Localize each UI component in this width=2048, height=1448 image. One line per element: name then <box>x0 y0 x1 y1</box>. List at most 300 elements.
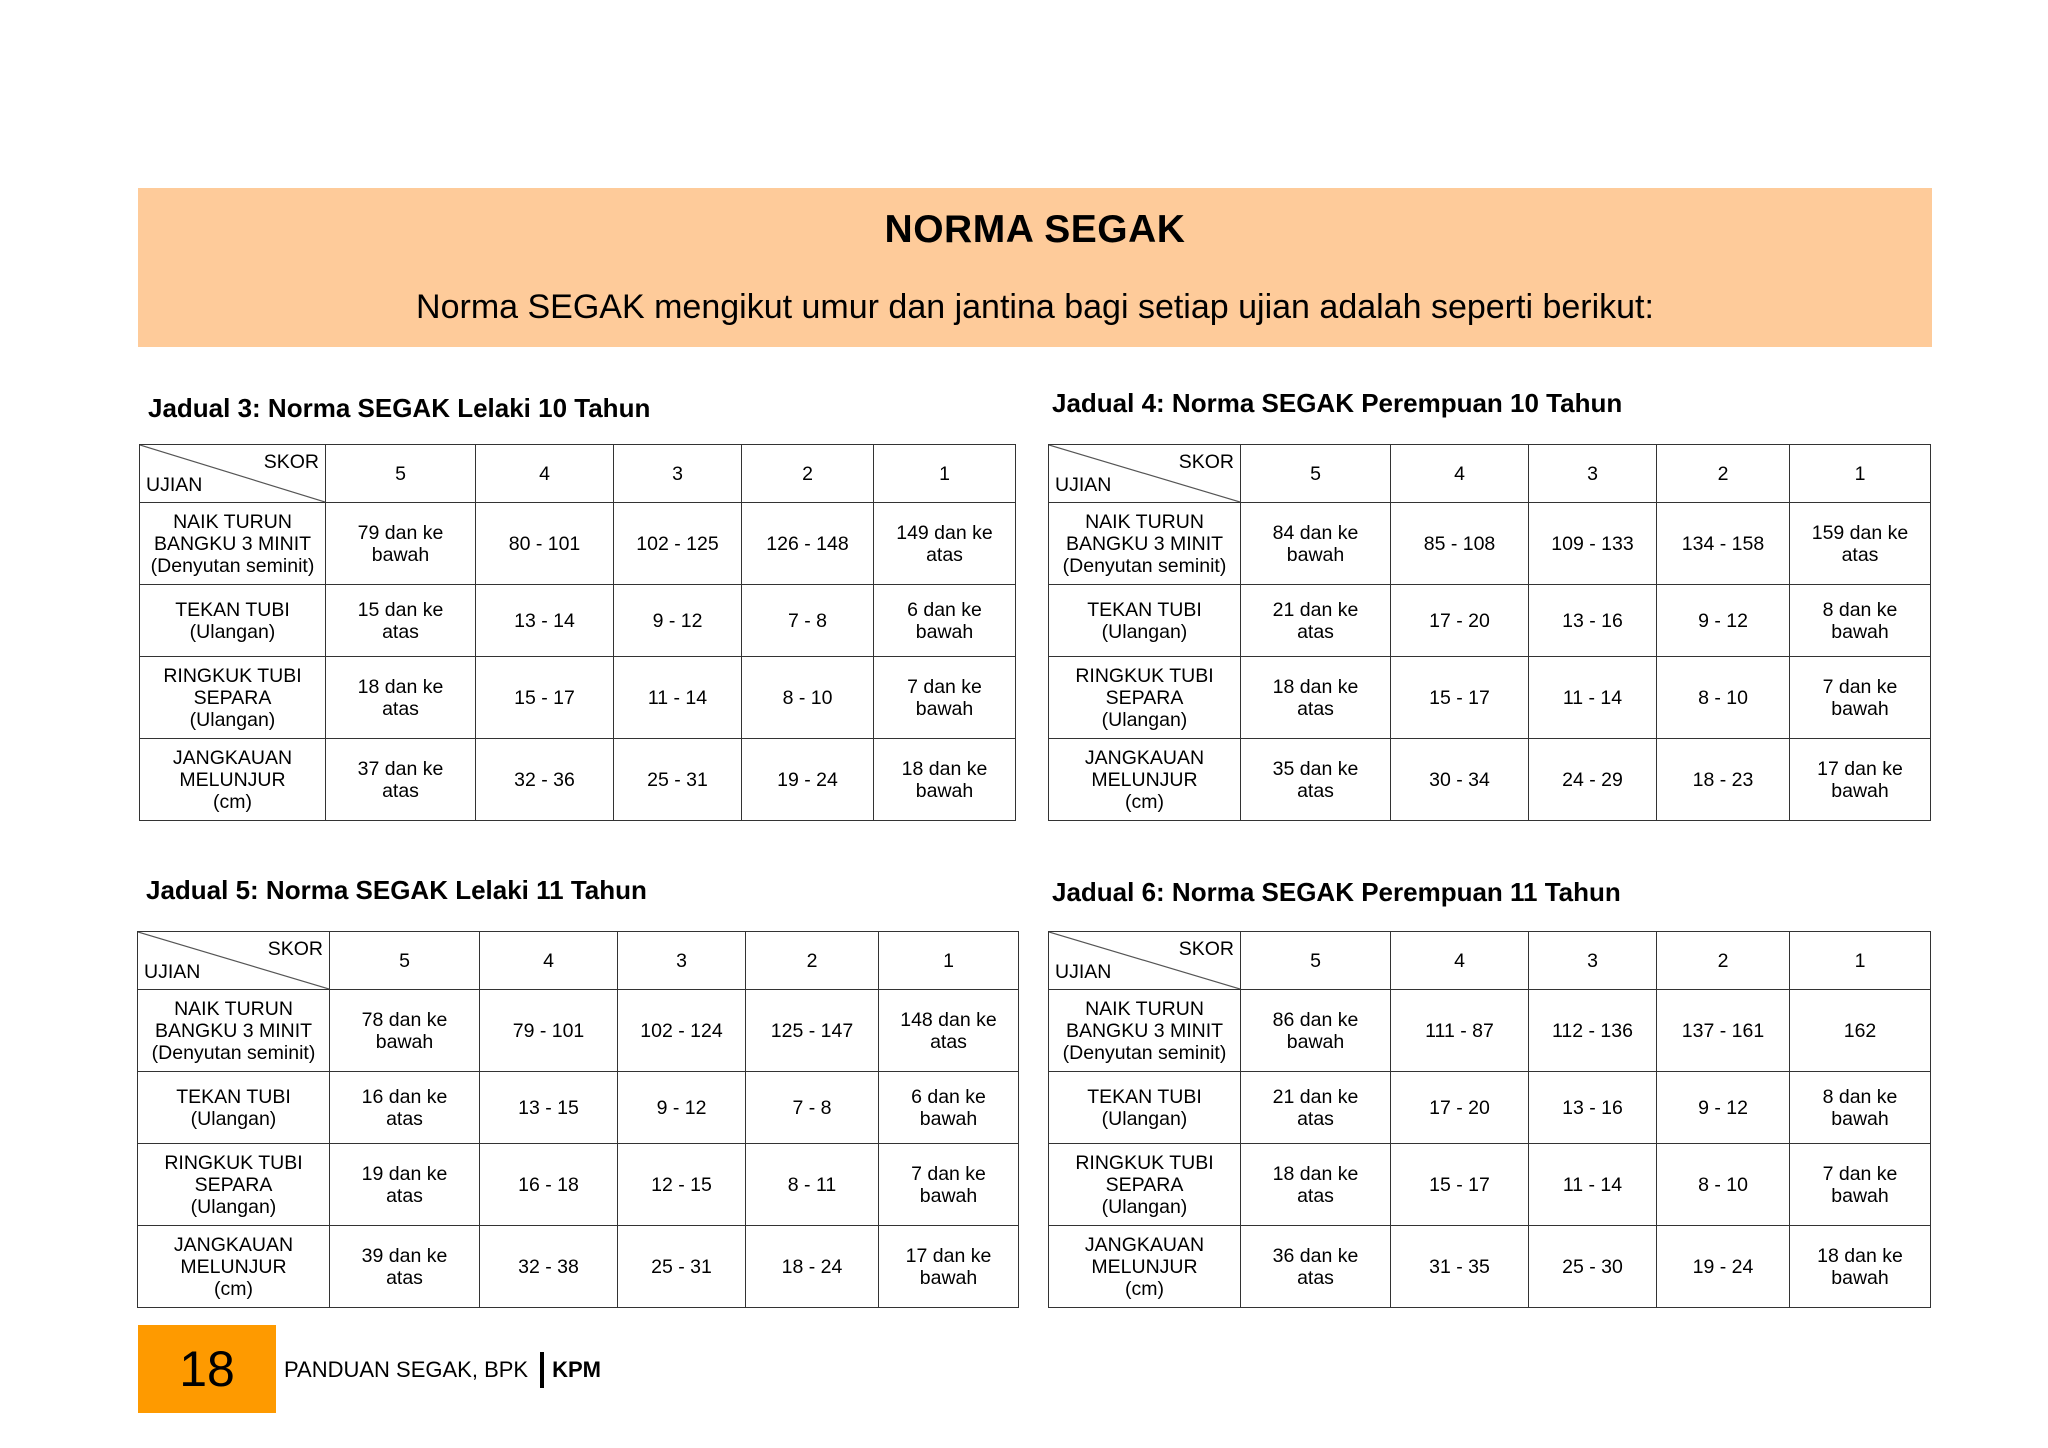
score-range-cell <box>614 739 742 821</box>
score-range-cell <box>874 739 1016 821</box>
score-header: 3 <box>614 445 742 503</box>
corner-label-ujian: UJIAN <box>146 474 203 496</box>
table-row <box>1049 585 1931 657</box>
score-range-cell <box>879 1072 1019 1144</box>
cell-text-line: (Denyutan seminit) <box>151 1041 316 1064</box>
cell-text-line: 6 dan ke <box>911 1085 986 1108</box>
cell-text-line: 6 dan ke <box>907 598 982 621</box>
cell-text-line: 39 dan ke <box>361 1244 448 1267</box>
score-range-cell <box>1391 1072 1529 1144</box>
cell-text-line: 11 - 14 <box>1562 1173 1623 1196</box>
cell-text-line: 78 dan ke <box>361 1008 448 1031</box>
cell-text-line: atas <box>382 779 419 802</box>
score-range-cell <box>618 1144 746 1226</box>
test-name-cell <box>1049 990 1241 1072</box>
score-header: 1 <box>1790 932 1931 990</box>
cell-text-line: atas <box>930 1030 967 1053</box>
cell-text-line: atas <box>1297 1107 1334 1130</box>
page-number: 18 <box>179 1341 235 1397</box>
score-range-cell <box>326 503 476 585</box>
header-row <box>138 932 1019 990</box>
table-row <box>1049 503 1931 585</box>
cell-text-line: 8 - 11 <box>787 1173 837 1196</box>
cell-text-line: atas <box>1297 1266 1334 1289</box>
cell-text-line: bawah <box>1831 697 1889 720</box>
score-header: 5 <box>1241 445 1391 503</box>
cell-text-line: 19 - 24 <box>777 768 838 791</box>
cell-text-line: 36 dan ke <box>1272 1244 1359 1267</box>
cell-text-line: bawah <box>915 620 974 643</box>
score-range-cell <box>1241 1144 1391 1226</box>
cell-text-line: 9 - 12 <box>1698 609 1748 632</box>
table-row <box>1049 990 1931 1072</box>
cell-text-line: bawah <box>1286 1030 1345 1053</box>
test-name-cell <box>138 1072 330 1144</box>
score-range-cell <box>1241 990 1391 1072</box>
cell-text-line: 86 dan ke <box>1272 1008 1359 1031</box>
table-row <box>138 1144 1019 1226</box>
score-header: 2 <box>1657 932 1790 990</box>
test-name-cell <box>140 585 326 657</box>
table-row <box>140 739 1016 821</box>
score-header: 4 <box>1391 932 1529 990</box>
cell-text-line: JANGKAUAN <box>172 746 293 769</box>
cell-text-line: 13 - 16 <box>1562 1096 1623 1119</box>
cell-text-line: 7 dan ke <box>907 675 982 698</box>
score-range-cell <box>1790 657 1931 739</box>
score-range-cell <box>1391 503 1529 585</box>
score-range-cell <box>1790 990 1931 1072</box>
score-range-cell <box>1391 585 1529 657</box>
score-range-cell <box>1529 1226 1657 1308</box>
score-range-cell <box>1391 739 1529 821</box>
cell-text-line: MELUNJUR <box>179 768 286 791</box>
header-banner <box>138 188 1932 347</box>
score-range-cell <box>1657 585 1790 657</box>
score-range-cell <box>480 1144 618 1226</box>
score-range-cell <box>1391 1144 1529 1226</box>
cell-text-line: (cm) <box>214 1277 253 1300</box>
cell-text-line: (Ulangan) <box>190 1107 277 1130</box>
cell-text-line: RINGKUK TUBI <box>164 1151 303 1174</box>
test-name-cell <box>1049 739 1241 821</box>
score-range-cell <box>1657 990 1790 1072</box>
cell-text-line: SEPARA <box>193 686 272 709</box>
score-range-cell <box>1657 657 1790 739</box>
cell-text-line: 126 - 148 <box>766 532 849 555</box>
score-range-cell <box>746 990 879 1072</box>
corner-label-skor: SKOR <box>1178 938 1234 960</box>
cell-text-line: RINGKUK TUBI <box>1075 1151 1214 1174</box>
cell-text-line: NAIK TURUN <box>1085 997 1204 1020</box>
score-range-cell <box>879 990 1019 1072</box>
cell-text-line: BANGKU 3 MINIT <box>1065 532 1224 555</box>
test-name-cell <box>140 657 326 739</box>
score-range-cell <box>874 657 1016 739</box>
score-range-cell <box>1790 503 1931 585</box>
score-range-cell <box>1241 739 1391 821</box>
score-range-cell <box>330 1072 480 1144</box>
cell-text-line: (Denyutan seminit) <box>1062 554 1227 577</box>
table-norma-lelaki-11 <box>137 931 1019 1308</box>
cell-text-line: bawah <box>1831 779 1889 802</box>
cell-text-line: bawah <box>1831 620 1889 643</box>
test-name-cell <box>1049 1072 1241 1144</box>
score-range-cell <box>1790 585 1931 657</box>
score-range-cell <box>1241 503 1391 585</box>
cell-text-line: 18 - 23 <box>1692 768 1754 791</box>
cell-text-line: bawah <box>915 779 974 802</box>
score-range-cell <box>1529 990 1657 1072</box>
cell-text-line: 18 dan ke <box>1272 1162 1359 1185</box>
score-range-cell <box>879 1226 1019 1308</box>
cell-text-line: NAIK TURUN <box>1085 510 1204 533</box>
score-range-cell <box>746 1072 879 1144</box>
cell-text-line: 17 - 20 <box>1429 609 1490 632</box>
cell-text-line: 8 - 10 <box>1698 686 1748 709</box>
score-range-cell <box>1529 585 1657 657</box>
cell-text-line: bawah <box>919 1184 978 1207</box>
cell-text-line: 31 - 35 <box>1429 1255 1490 1278</box>
page-title: NORMA SEGAK <box>884 208 1186 251</box>
cell-text-line: 21 dan ke <box>1272 1085 1359 1108</box>
table-5-caption: Jadual 5: Norma SEGAK Lelaki 11 Tahun <box>146 875 647 905</box>
cell-text-line: 25 - 30 <box>1562 1255 1623 1278</box>
cell-text-line: 15 dan ke <box>357 598 444 621</box>
cell-text-line: (Denyutan seminit) <box>150 554 315 577</box>
corner-label-skor: SKOR <box>1178 451 1234 473</box>
cell-text-line: (Ulangan) <box>1101 1195 1188 1218</box>
table-norma-perempuan-11 <box>1048 931 1931 1308</box>
score-header: 4 <box>476 445 614 503</box>
cell-text-line: 80 - 101 <box>508 532 581 555</box>
test-name-cell <box>1049 585 1241 657</box>
cell-text-line: (Ulangan) <box>1101 1107 1188 1130</box>
cell-text-line: MELUNJUR <box>1091 768 1198 791</box>
score-range-cell <box>614 585 742 657</box>
score-range-cell <box>1790 1144 1931 1226</box>
score-range-cell <box>1790 739 1931 821</box>
cell-text-line: (Ulangan) <box>1101 708 1188 731</box>
score-header: 5 <box>326 445 476 503</box>
cell-text-line: NAIK TURUN <box>173 510 292 533</box>
score-range-cell <box>618 1072 746 1144</box>
score-range-cell <box>614 657 742 739</box>
table-row <box>138 990 1019 1072</box>
score-range-cell <box>1790 1226 1931 1308</box>
table-row <box>138 1072 1019 1144</box>
footer-divider <box>540 1352 544 1388</box>
score-range-cell <box>1529 657 1657 739</box>
score-header: 1 <box>1790 445 1931 503</box>
cell-text-line: 9 - 12 <box>652 609 703 632</box>
score-range-cell <box>1657 503 1790 585</box>
score-range-cell <box>476 657 614 739</box>
score-range-cell <box>879 1144 1019 1226</box>
cell-text-line: atas <box>1297 1184 1334 1207</box>
cell-text-line: bawah <box>375 1030 434 1053</box>
score-range-cell <box>746 1226 879 1308</box>
cell-text-line: 16 dan ke <box>361 1085 448 1108</box>
score-range-cell <box>1391 1226 1529 1308</box>
cell-text-line: 13 - 16 <box>1562 609 1623 632</box>
score-range-cell <box>1657 1072 1790 1144</box>
cell-text-line: 137 - 161 <box>1681 1019 1765 1042</box>
footer-org: KPM <box>552 1357 601 1382</box>
cell-text-line: 35 dan ke <box>1272 757 1359 780</box>
page-number-badge <box>138 1325 276 1413</box>
cell-text-line: 32 - 36 <box>514 768 575 791</box>
test-name-cell <box>140 503 326 585</box>
cell-text-line: 32 - 38 <box>518 1255 579 1278</box>
table-row <box>138 1226 1019 1308</box>
table-row <box>140 585 1016 657</box>
corner-header <box>140 445 326 503</box>
cell-text-line: 17 - 20 <box>1429 1096 1490 1119</box>
cell-text-line: (Ulangan) <box>189 620 276 643</box>
score-header: 1 <box>874 445 1016 503</box>
cell-text-line: atas <box>386 1266 423 1289</box>
score-range-cell <box>330 1144 480 1226</box>
cell-text-line: TEKAN TUBI <box>1087 1085 1202 1108</box>
table-row <box>1049 1144 1931 1226</box>
cell-text-line: atas <box>382 620 419 643</box>
score-range-cell <box>618 990 746 1072</box>
cell-text-line: atas <box>382 697 419 720</box>
cell-text-line: BANGKU 3 MINIT <box>154 1019 313 1042</box>
score-range-cell <box>1657 1144 1790 1226</box>
test-name-cell <box>1049 1144 1241 1226</box>
cell-text-line: 109 - 133 <box>1551 532 1634 555</box>
score-range-cell <box>1529 1072 1657 1144</box>
table-row <box>1049 739 1931 821</box>
cell-text-line: 17 dan ke <box>1817 757 1903 780</box>
score-range-cell <box>746 1144 879 1226</box>
corner-header <box>1049 445 1241 503</box>
cell-text-line: bawah <box>1831 1107 1889 1130</box>
score-range-cell <box>1529 1144 1657 1226</box>
cell-text-line: TEKAN TUBI <box>175 598 290 621</box>
score-range-cell <box>480 990 618 1072</box>
corner-label-ujian: UJIAN <box>144 961 201 983</box>
page-subtitle: Norma SEGAK mengikut umur dan jantina bagi setiap ujian adalah seperti berikut: <box>416 288 1654 326</box>
corner-header <box>1049 932 1241 990</box>
header-row <box>1049 445 1931 503</box>
test-name-cell <box>138 1144 330 1226</box>
score-range-cell <box>742 503 874 585</box>
header-row <box>1049 932 1931 990</box>
cell-text-line: 8 dan ke <box>1822 1085 1898 1108</box>
cell-text-line: 7 dan ke <box>1822 675 1898 698</box>
cell-text-line: bawah <box>371 543 430 566</box>
cell-text-line: 19 dan ke <box>361 1162 448 1185</box>
cell-text-line: bawah <box>915 697 974 720</box>
cell-text-line: 8 dan ke <box>1822 598 1898 621</box>
cell-text-line: RINGKUK TUBI <box>1075 664 1214 687</box>
cell-text-line: 8 - 10 <box>782 686 833 709</box>
cell-text-line: 15 - 17 <box>1429 1173 1490 1196</box>
score-header: 5 <box>330 932 480 990</box>
cell-text-line: SEPARA <box>1105 1173 1184 1196</box>
cell-text-line: 11 - 14 <box>647 686 708 709</box>
score-range-cell <box>476 503 614 585</box>
cell-text-line: 111 - 87 <box>1425 1019 1494 1042</box>
cell-text-line: 7 - 8 <box>792 1096 832 1119</box>
cell-text-line: 15 - 17 <box>1429 686 1490 709</box>
score-range-cell <box>742 739 874 821</box>
table-row <box>1049 1226 1931 1308</box>
cell-text-line: MELUNJUR <box>1091 1255 1198 1278</box>
score-range-cell <box>742 585 874 657</box>
score-header: 3 <box>1529 932 1657 990</box>
page-footer <box>284 1352 601 1388</box>
cell-text-line: 30 - 34 <box>1429 768 1490 791</box>
cell-text-line: 159 dan ke <box>1811 521 1909 544</box>
score-range-cell <box>1241 585 1391 657</box>
cell-text-line: atas <box>386 1107 423 1130</box>
cell-text-line: 24 - 29 <box>1562 768 1623 791</box>
cell-text-line: 7 dan ke <box>1822 1162 1898 1185</box>
cell-text-line: MELUNJUR <box>180 1255 287 1278</box>
score-range-cell <box>1657 739 1790 821</box>
cell-text-line: 25 - 31 <box>651 1255 712 1278</box>
cell-text-line: 16 - 18 <box>518 1173 579 1196</box>
score-range-cell <box>874 585 1016 657</box>
cell-text-line: 125 - 147 <box>770 1019 854 1042</box>
score-range-cell <box>476 585 614 657</box>
cell-text-line: JANGKAUAN <box>1084 746 1205 769</box>
test-name-cell <box>1049 657 1241 739</box>
score-range-cell <box>1391 657 1529 739</box>
cell-text-line: atas <box>1297 697 1334 720</box>
cell-text-line: bawah <box>1831 1184 1889 1207</box>
cell-text-line: 17 dan ke <box>905 1244 992 1267</box>
cell-text-line: (cm) <box>213 790 252 813</box>
cell-text-line: 12 - 15 <box>651 1173 712 1196</box>
cell-text-line: 7 dan ke <box>911 1162 986 1185</box>
cell-text-line: 79 dan ke <box>357 521 444 544</box>
cell-text-line: 7 - 8 <box>787 609 828 632</box>
table-row <box>1049 657 1931 739</box>
cell-text-line: (Ulangan) <box>189 708 276 731</box>
table-3-caption: Jadual 3: Norma SEGAK Lelaki 10 Tahun <box>148 393 651 423</box>
score-header: 2 <box>1657 445 1790 503</box>
score-range-cell <box>330 1226 480 1308</box>
test-name-cell <box>140 739 326 821</box>
header-row <box>140 445 1016 503</box>
cell-text-line: 149 dan ke <box>896 521 993 544</box>
score-range-cell <box>1790 1072 1931 1144</box>
cell-text-line: RINGKUK TUBI <box>163 664 302 687</box>
cell-text-line: 9 - 12 <box>1698 1096 1748 1119</box>
corner-header <box>138 932 330 990</box>
corner-label-ujian: UJIAN <box>1055 961 1112 983</box>
table-6-caption: Jadual 6: Norma SEGAK Perempuan 11 Tahun <box>1052 877 1621 907</box>
score-range-cell <box>1241 1072 1391 1144</box>
cell-text-line: TEKAN TUBI <box>1087 598 1202 621</box>
footer-publication: PANDUAN SEGAK, BPK <box>284 1357 529 1382</box>
table-row <box>140 657 1016 739</box>
score-range-cell <box>874 503 1016 585</box>
cell-text-line: TEKAN TUBI <box>176 1085 291 1108</box>
score-header: 2 <box>746 932 879 990</box>
score-header: 2 <box>742 445 874 503</box>
cell-text-line: 102 - 125 <box>636 532 719 555</box>
cell-text-line: SEPARA <box>1105 686 1184 709</box>
cell-text-line: 18 dan ke <box>1817 1244 1903 1267</box>
cell-text-line: 9 - 12 <box>656 1096 707 1119</box>
cell-text-line: atas <box>386 1184 423 1207</box>
cell-text-line: 102 - 124 <box>640 1019 723 1042</box>
cell-text-line: 8 - 10 <box>1698 1173 1748 1196</box>
score-range-cell <box>326 657 476 739</box>
cell-text-line: JANGKAUAN <box>173 1233 294 1256</box>
score-range-cell <box>1529 739 1657 821</box>
score-header: 3 <box>618 932 746 990</box>
score-range-cell <box>330 990 480 1072</box>
cell-text-line: atas <box>1841 543 1879 566</box>
cell-text-line: BANGKU 3 MINIT <box>153 532 312 555</box>
score-range-cell <box>326 739 476 821</box>
cell-text-line: (Ulangan) <box>1101 620 1188 643</box>
score-range-cell <box>1241 657 1391 739</box>
table-4-caption: Jadual 4: Norma SEGAK Perempuan 10 Tahun <box>1052 388 1623 418</box>
cell-text-line: 84 dan ke <box>1272 521 1359 544</box>
corner-label-ujian: UJIAN <box>1055 474 1112 496</box>
cell-text-line: bawah <box>919 1266 978 1289</box>
cell-text-line: 37 dan ke <box>357 757 444 780</box>
cell-text-line: BANGKU 3 MINIT <box>1065 1019 1224 1042</box>
cell-text-line: (cm) <box>1125 1277 1164 1300</box>
score-range-cell <box>326 585 476 657</box>
cell-text-line: bawah <box>919 1107 978 1130</box>
cell-text-line: 162 <box>1843 1019 1877 1042</box>
cell-text-line: 79 - 101 <box>512 1019 585 1042</box>
score-header: 4 <box>1391 445 1529 503</box>
cell-text-line: 21 dan ke <box>1272 598 1359 621</box>
score-range-cell <box>742 657 874 739</box>
cell-text-line: (Denyutan seminit) <box>1062 1041 1227 1064</box>
cell-text-line: NAIK TURUN <box>174 997 293 1020</box>
score-range-cell <box>1657 1226 1790 1308</box>
cell-text-line: 13 - 15 <box>518 1096 579 1119</box>
cell-text-line: bawah <box>1831 1266 1889 1289</box>
score-header: 5 <box>1241 932 1391 990</box>
score-range-cell <box>1241 1226 1391 1308</box>
score-range-cell <box>476 739 614 821</box>
cell-text-line: 112 - 136 <box>1552 1019 1633 1042</box>
score-range-cell <box>480 1072 618 1144</box>
score-range-cell <box>618 1226 746 1308</box>
cell-text-line: atas <box>1297 779 1334 802</box>
cell-text-line: 25 - 31 <box>647 768 708 791</box>
score-range-cell <box>614 503 742 585</box>
corner-label-skor: SKOR <box>263 451 319 473</box>
cell-text-line: JANGKAUAN <box>1084 1233 1205 1256</box>
cell-text-line: 18 dan ke <box>1272 675 1359 698</box>
corner-label-skor: SKOR <box>267 938 323 960</box>
cell-text-line: atas <box>926 543 963 566</box>
cell-text-line: 15 - 17 <box>514 686 575 709</box>
cell-text-line: 18 - 24 <box>781 1255 843 1278</box>
table-row <box>1049 1072 1931 1144</box>
test-name-cell <box>1049 503 1241 585</box>
test-name-cell <box>1049 1226 1241 1308</box>
table-norma-lelaki-10 <box>139 444 1016 821</box>
score-header: 1 <box>879 932 1019 990</box>
cell-text-line: 11 - 14 <box>1562 686 1623 709</box>
test-name-cell <box>138 1226 330 1308</box>
